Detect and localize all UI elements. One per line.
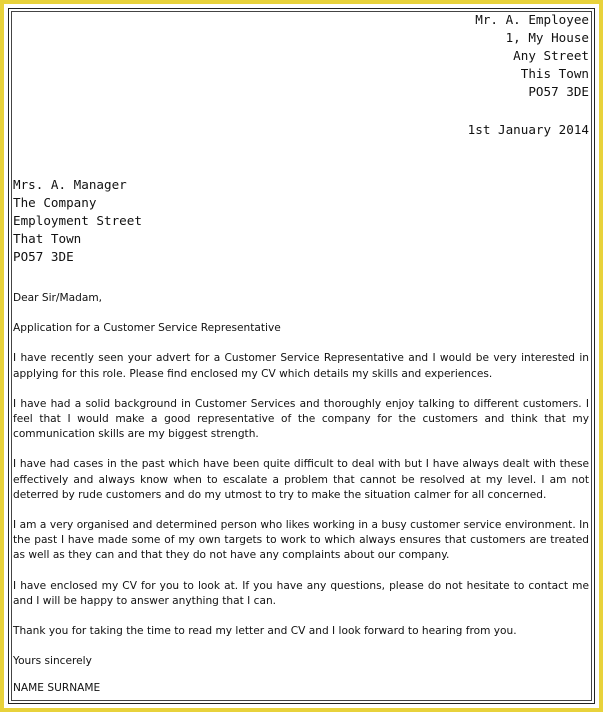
- paragraph-1: I have recently seen your advert for a Customer Service Representative and I would be very interested in applying for this role. Please find enclosed my CV which details my skills and experiences.: [13, 352, 589, 380]
- recipient-street: Employment Street: [13, 213, 142, 228]
- salutation: Dear Sir/Madam,: [13, 292, 103, 304]
- signature-name: NAME SURNAME: [13, 682, 101, 695]
- sender-name: Mr. A. Employee: [475, 12, 589, 27]
- sender-address-line-1: 1, My House: [505, 30, 589, 45]
- recipient-name: Mrs. A. Manager: [13, 177, 127, 192]
- recipient-town: That Town: [13, 231, 82, 246]
- subject-line: Application for a Customer Service Representative: [13, 322, 281, 335]
- paragraph-4: I am a very organised and determined person who likes working in a busy customer service environment. In the past I have made some of my own targets to work to which always ensures that customers are treated as well as they can and that they do not have any complaints about our company.: [13, 519, 589, 562]
- recipient-address: [13, 176, 142, 266]
- recipient-postcode: PO57 3DE: [13, 249, 74, 264]
- sender-address: [475, 11, 589, 101]
- sender-town: This Town: [520, 66, 589, 81]
- recipient-company: The Company: [13, 195, 97, 210]
- paragraph-3: I have had cases in the past which have been quite difficult to deal with but I have always dealt with these effectively and always know when to escalate a problem that cannot be resolved at my level. I am not deterred by rude customers and do my utmost to try to make the situation calmer for all concerned.: [13, 458, 589, 501]
- letter-date: 1st January 2014: [467, 122, 589, 137]
- sender-postcode: PO57 3DE: [528, 84, 589, 99]
- closing: Yours sincerely: [13, 655, 92, 668]
- letter-body: [13, 291, 589, 697]
- paragraph-2: I have had a solid background in Customer Services and thoroughly enjoy talking to different customers. I feel that I would make a good representative of the company for the customers and think that my communication skills are my biggest strength.: [13, 397, 589, 441]
- paragraph-5: I have enclosed my CV for you to look at. If you have any questions, please do not hesitate to contact me and I will be happy to answer anything that I can.: [13, 579, 589, 607]
- paragraph-6: Thank you for taking the time to read my letter and CV and I look forward to hearing from you.: [13, 625, 517, 638]
- sender-address-line-2: Any Street: [513, 48, 589, 63]
